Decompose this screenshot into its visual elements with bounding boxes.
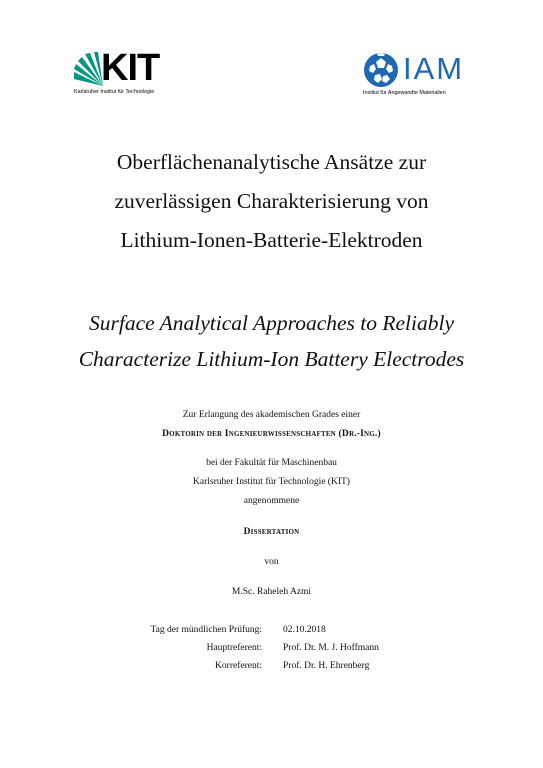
title-english [0,305,543,377]
referee-value: Prof. Dr. M. J. Hoffmann [283,643,379,653]
referee-label: Korreferent: [215,661,262,671]
kit-logo [74,47,194,100]
iam-sphere-icon [363,52,399,88]
referee-label: Hauptreferent: [206,643,262,653]
referee-row [140,657,440,675]
referee-row [140,621,440,639]
kit-fan-icon [74,52,104,88]
iam-logo [361,50,491,102]
title-german-line: Oberflächenanalytische Ansätze zur [116,150,427,174]
faculty-line: angenommene [243,496,300,506]
kit-subtitle: Karlsruher Institut für Technologie [74,89,155,95]
title-german [0,143,543,260]
referee-value: Prof. Dr. H. Ehrenberg [283,661,370,671]
doc-type: Dissertation [243,527,300,537]
title-german-line: Lithium-Ionen-Batterie-Elektroden [120,228,423,252]
referee-label: Tag der mündlichen Prüfung: [150,625,262,635]
iam-letters: IAM [403,51,465,86]
author-name: M.Sc. Raheleh Azmi [231,587,312,597]
degree-intro: Zur Erlangung des akademischen Grades einer [182,410,361,420]
faculty-line: bei der Fakultät für Maschinenbau [206,458,337,468]
degree-name: Doktorin der Ingenieurwissenschaften (Dr.-Ing.) [162,429,381,439]
referee-row [140,639,440,657]
faculty-line: Karlsruher Institut für Technologie (KIT) [193,477,350,487]
kit-letters: KIT [101,47,160,89]
iam-subtitle: Institut für Angewandte Materialien [363,90,446,96]
title-english-line: Surface Analytical Approaches to Reliably [88,311,455,335]
title-english-line: Characterize Lithium-Ion Battery Electrodes [78,347,465,371]
title-german-line: zuverlässigen Charakterisierung von [114,189,429,213]
by-label: von [264,557,279,567]
referee-value: 02.10.2018 [283,625,326,635]
referee-table [140,621,440,675]
